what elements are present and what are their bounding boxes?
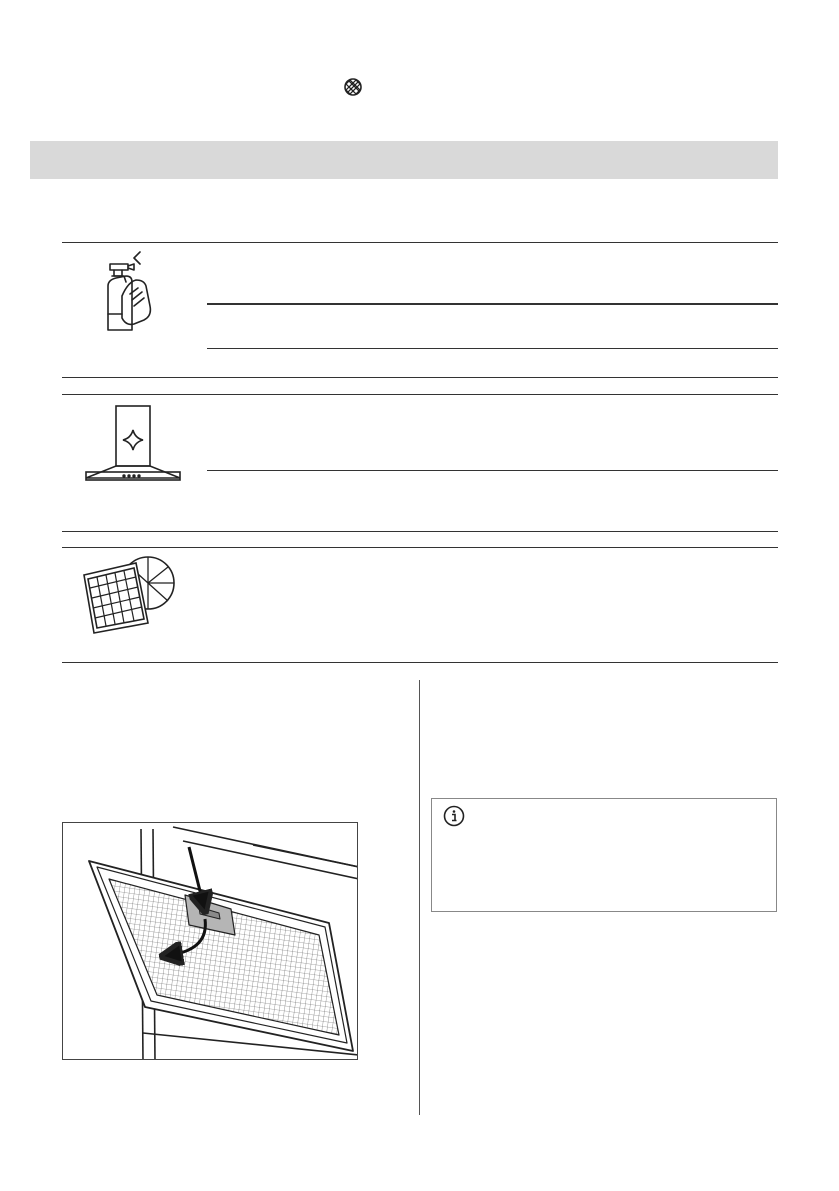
row2-top-rule xyxy=(62,394,778,395)
row1-inner-rule-2 xyxy=(207,348,778,349)
row2-bottom-rule xyxy=(62,531,778,532)
row1-bottom-rule xyxy=(62,377,778,378)
column-divider xyxy=(419,680,420,1115)
table-top-rule xyxy=(62,242,778,243)
section-heading-bar xyxy=(30,141,778,179)
row2-inner-rule xyxy=(207,470,778,471)
info-icon xyxy=(443,805,465,827)
grease-filter-fan-icon xyxy=(80,553,180,639)
row1-inner-rule xyxy=(207,303,778,305)
cooker-hood-clean-icon xyxy=(84,404,182,482)
filter-removal-illustration xyxy=(62,822,358,1060)
info-note-box xyxy=(431,798,777,912)
grid-circle-icon xyxy=(343,77,363,97)
row3-top-rule xyxy=(62,547,778,548)
spray-cloth-icon xyxy=(100,250,170,334)
table-bottom-rule xyxy=(62,662,778,663)
